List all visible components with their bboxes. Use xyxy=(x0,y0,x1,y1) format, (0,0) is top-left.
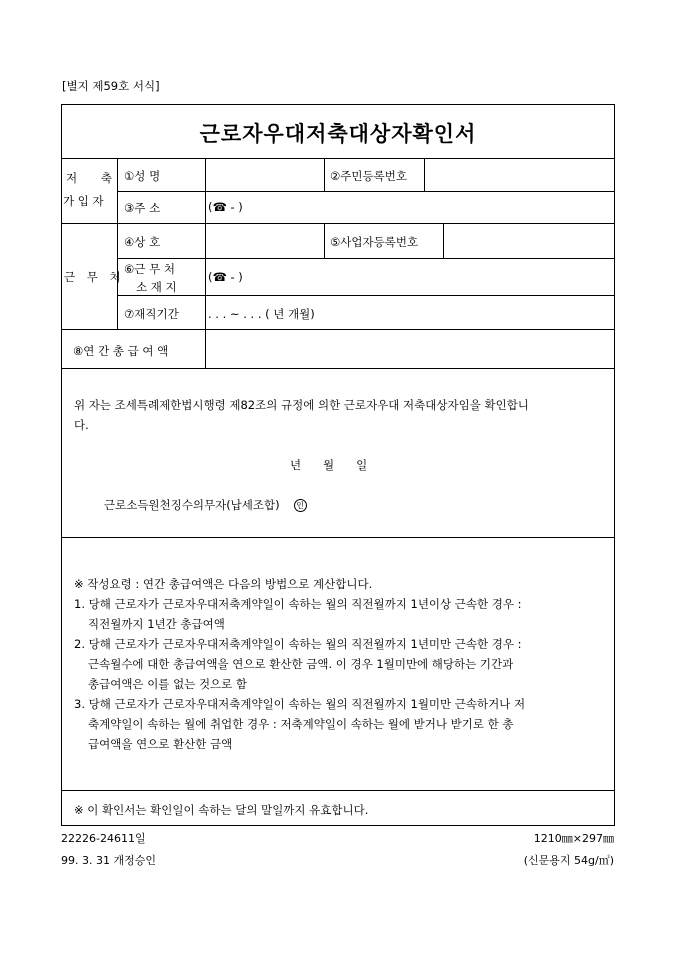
seal-mark: 인 xyxy=(294,499,307,512)
subscriber-section-label: 저 축 xyxy=(66,171,112,185)
divider xyxy=(61,537,615,538)
employment-period-field[interactable]: . . . ~ . . . ( 년 개월) xyxy=(208,307,315,321)
workplace-location-field[interactable]: (☎ - ) xyxy=(208,270,243,284)
divider xyxy=(424,158,425,191)
workplace-location-label: 소 재 지 xyxy=(136,280,177,294)
revision-note: 99. 3. 31 개정승인 xyxy=(61,854,156,867)
instruction-item: 근속월수에 대한 총급여액을 연으로 환산한 금액. 이 경우 1월미만에 해당하는 기간과 xyxy=(88,657,514,671)
divider xyxy=(205,158,206,368)
divider xyxy=(61,790,615,791)
divider xyxy=(117,258,615,259)
rrn-field[interactable] xyxy=(430,160,610,189)
paper-type: (신문용지 54g/㎡) xyxy=(523,854,614,867)
annual-salary-field[interactable] xyxy=(211,333,609,364)
divider xyxy=(443,223,444,258)
divider xyxy=(61,158,615,159)
divider xyxy=(324,223,325,258)
instruction-item: 1. 당해 근로자가 근로자우대저축계약일이 속하는 월의 직전월까지 1년이상 근속한 경우 : xyxy=(74,597,522,611)
instruction-item: 2. 당해 근로자가 근로자우대저축계약일이 속하는 월의 직전월까지 1년미만 근속한 경우 : xyxy=(74,637,522,651)
divider xyxy=(61,368,615,369)
paper-size: 1210㎜×297㎜ xyxy=(533,832,614,845)
divider xyxy=(324,158,325,191)
instruction-item: 축계약일이 속하는 월에 취업한 경우 : 저축계약일이 속하는 월에 받거나 받기로 한 총 xyxy=(88,717,514,731)
confirmation-date: 년 월 일 xyxy=(290,458,368,472)
divider xyxy=(61,329,615,330)
name-field[interactable] xyxy=(211,160,319,189)
document-title: 근로자우대저축대상자확인서 xyxy=(199,121,477,146)
company-name-label: ④상 호 xyxy=(124,235,161,249)
rrn-label: ②주민등록번호 xyxy=(330,169,407,183)
statement-line: 위 자는 조세특례제한법시행령 제82조의 규정에 의한 근로자우대 저축대상자임을 확인합니 xyxy=(74,398,529,412)
instruction-item: 3. 당해 근로자가 근로자우대저축계약일이 속하는 월의 직전월까지 1월미만 근속하거나 저 xyxy=(74,697,526,711)
divider xyxy=(61,223,615,224)
divider xyxy=(117,158,118,329)
signer-label: 근로소득원천징수의무자(납세조합) xyxy=(104,498,280,512)
signer-line xyxy=(104,497,307,513)
workplace-location-label: ⑥근 무 처 xyxy=(124,262,175,276)
subscriber-section-label: 가 입 자 xyxy=(63,194,104,208)
business-number-field[interactable] xyxy=(449,226,609,255)
statement-line: 다. xyxy=(74,418,89,432)
address-field[interactable]: (☎ - ) xyxy=(208,200,243,214)
address-label: ③주 소 xyxy=(124,201,161,215)
instruction-item: 급여액을 연으로 환산한 금액 xyxy=(88,737,233,751)
workplace-section-label: 근 무 처 xyxy=(64,270,125,284)
form-code: 22226-24611일 xyxy=(61,832,146,845)
divider xyxy=(117,295,615,296)
name-label: ①성 명 xyxy=(124,169,161,183)
annual-salary-label: ⑧연 간 총 급 여 액 xyxy=(73,344,169,358)
confirmation-statement xyxy=(74,395,604,435)
instructions xyxy=(74,574,608,754)
divider xyxy=(117,191,615,192)
employment-period-label: ⑦재직기간 xyxy=(124,307,179,321)
instructions-heading: ※ 작성요령 : 연간 총급여액은 다음의 방법으로 계산합니다. xyxy=(74,577,373,591)
instruction-item: 총급여액은 이를 없는 것으로 함 xyxy=(88,677,248,691)
company-name-field[interactable] xyxy=(211,226,319,255)
business-number-label: ⑤사업자등록번호 xyxy=(330,235,419,249)
validity-note: ※ 이 확인서는 확인일이 속하는 달의 말일까지 유효합니다. xyxy=(74,803,369,817)
form-number-label: [별지 제59호 서식] xyxy=(62,79,160,93)
instruction-item: 직전월까지 1년간 총급여액 xyxy=(88,617,225,631)
